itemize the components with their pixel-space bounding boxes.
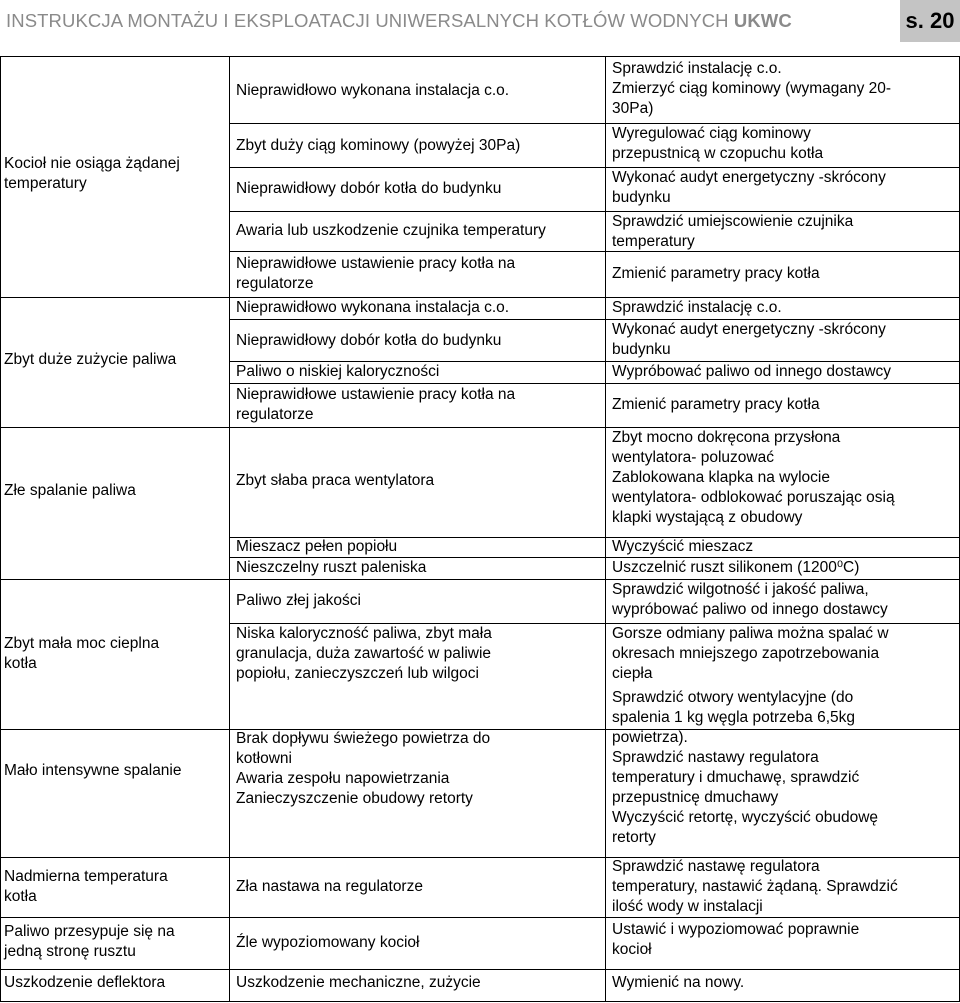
remedy-cell: Sprawdzić instalację c.o. <box>612 299 782 316</box>
cause-cell: Awaria lub uszkodzenie czujnika temperatury <box>236 222 546 239</box>
remedy-cell: Uszczelnić ruszt silikonem (1200⁰C) <box>612 559 860 576</box>
cause-cell: Niska kaloryczność paliwa, zbyt mała granulacja, duża zawartość w paliwie popiołu, zanieczyszczeń lub wilgoci <box>236 625 492 682</box>
cause-cell: Nieprawidłowo wykonana instalacja c.o. <box>236 82 510 99</box>
remedy-cell: Ustawić i wypoziomować poprawnie kocioł <box>612 921 860 958</box>
remedy-cell: Zbyt mocno dokręcona przysłona wentylatora- poluzować Zablokowana klapka na wylocie wentylatora- odblokować poruszając osią klapki wystającą z obudowy <box>612 429 895 526</box>
remedy-cell: Sprawdzić wilgotność i jakość paliwa, wypróbować paliwo od innego dostawcy <box>612 581 888 618</box>
problem-cell: Nadmierna temperatura kotła <box>4 868 168 905</box>
remedy-cell: Zmienić parametry pracy kotła <box>612 265 820 282</box>
remedy-cell: Gorsze odmiany paliwa można spalać w okresach mniejszego zapotrzebowania ciepła <box>612 625 889 682</box>
remedy-cell: Wykonać audyt energetyczny -skrócony budynku <box>612 169 886 206</box>
cause-cell: Uszkodzenie mechaniczne, zużycie <box>236 974 481 991</box>
problem-cell: Mało intensywne spalanie <box>4 762 182 779</box>
problem-cell: Uszkodzenie deflektora <box>4 974 166 991</box>
row-separator <box>0 917 960 918</box>
remedy-cell: Wykonać audyt energetyczny -skrócony budynku <box>612 321 886 358</box>
problem-cell: Zbyt mała moc cieplna kotła <box>4 635 160 672</box>
document-title: INSTRUKCJA MONTAŻU I EKSPLOATACJI UNIWERSALNYCH KOTŁÓW WODNYCH UKWC <box>6 10 792 31</box>
remedy-cell: Wypróbować paliwo od innego dostawcy <box>612 363 892 380</box>
page-number: s. 20 <box>900 0 960 42</box>
remedy-cell: Zmienić parametry pracy kotła <box>612 396 820 413</box>
cause-cell: Nieprawidłowe ustawienie pracy kotła na regulatorze <box>236 255 516 292</box>
problem-cell: Paliwo przesypuje się na jedną stronę rusztu <box>4 923 175 960</box>
cause-cell: Paliwo o niskiej kaloryczności <box>236 363 440 380</box>
remedy-cell: Wyczyścić mieszacz <box>612 538 754 555</box>
troubleshooting-table <box>0 56 960 1002</box>
table-border-left <box>0 57 1 1001</box>
problem-cell: Zbyt duże zużycie paliwa <box>4 351 177 368</box>
cause-cell: Nieprawidłowo wykonana instalacja c.o. <box>236 299 510 316</box>
subrow-separator <box>229 383 960 384</box>
remedy-cell: Sprawdzić umiejscowienie czujnika temperatury <box>612 213 854 250</box>
cause-cell: Źle wypoziomowany kocioł <box>236 934 420 951</box>
remedy-cell: Sprawdzić instalację c.o. Zmierzyć ciąg kominowy (wymagany 20- 30Pa) <box>612 60 892 117</box>
cause-cell: Mieszacz pełen popiołu <box>236 538 398 555</box>
cause-cell: Nieprawidłowy dobór kotła do budynku <box>236 332 502 349</box>
page-header <box>0 0 960 42</box>
remedy-cell: Sprawdzić nastawę regulatora temperatury, nastawić żądaną. Sprawdzić ilość wody w instalacji <box>612 858 898 915</box>
cause-cell: Zbyt duży ciąg kominowy (powyżej 30Pa) <box>236 137 521 154</box>
remedy-cell: Sprawdzić otwory wentylacyjne (do spalenia 1 kg węgla potrzeba 6,5kg powietrza). Sprawdzić nastawy regulatora temperatury i dmuchawę, sprawdzić przepustnicę dmuchawy Wyczyścić retortę, wyczyścić obudowę retorty <box>612 689 879 846</box>
cause-cell: Brak dopływu świeżego powietrza do kotłowni Awaria zespołu napowietrzania Zanieczyszczenie obudowy retorty <box>236 730 491 807</box>
brand-label: UKWC <box>733 10 792 31</box>
column-divider-1 <box>229 57 230 1001</box>
remedy-cell: Wymienić na nowy. <box>612 974 745 991</box>
problem-cell: Złe spalanie paliwa <box>4 482 136 499</box>
cause-cell: Zbyt słaba praca wentylatora <box>236 472 435 489</box>
cause-cell: Nieszczelny ruszt paleniska <box>236 559 427 576</box>
cause-cell: Paliwo złej jakości <box>236 592 361 609</box>
cause-cell: Nieprawidłowy dobór kotła do budynku <box>236 180 502 197</box>
cause-cell: Zła nastawa na regulatorze <box>236 878 423 895</box>
problem-cell: Kocioł nie osiąga żądanej temperatury <box>4 155 180 192</box>
row-separator <box>0 969 960 970</box>
remedy-cell: Wyregulować ciąg kominowy przepustnicą w czopuchu kotła <box>612 125 824 162</box>
cause-cell: Nieprawidłowe ustawienie pracy kotła na regulatorze <box>236 386 516 423</box>
